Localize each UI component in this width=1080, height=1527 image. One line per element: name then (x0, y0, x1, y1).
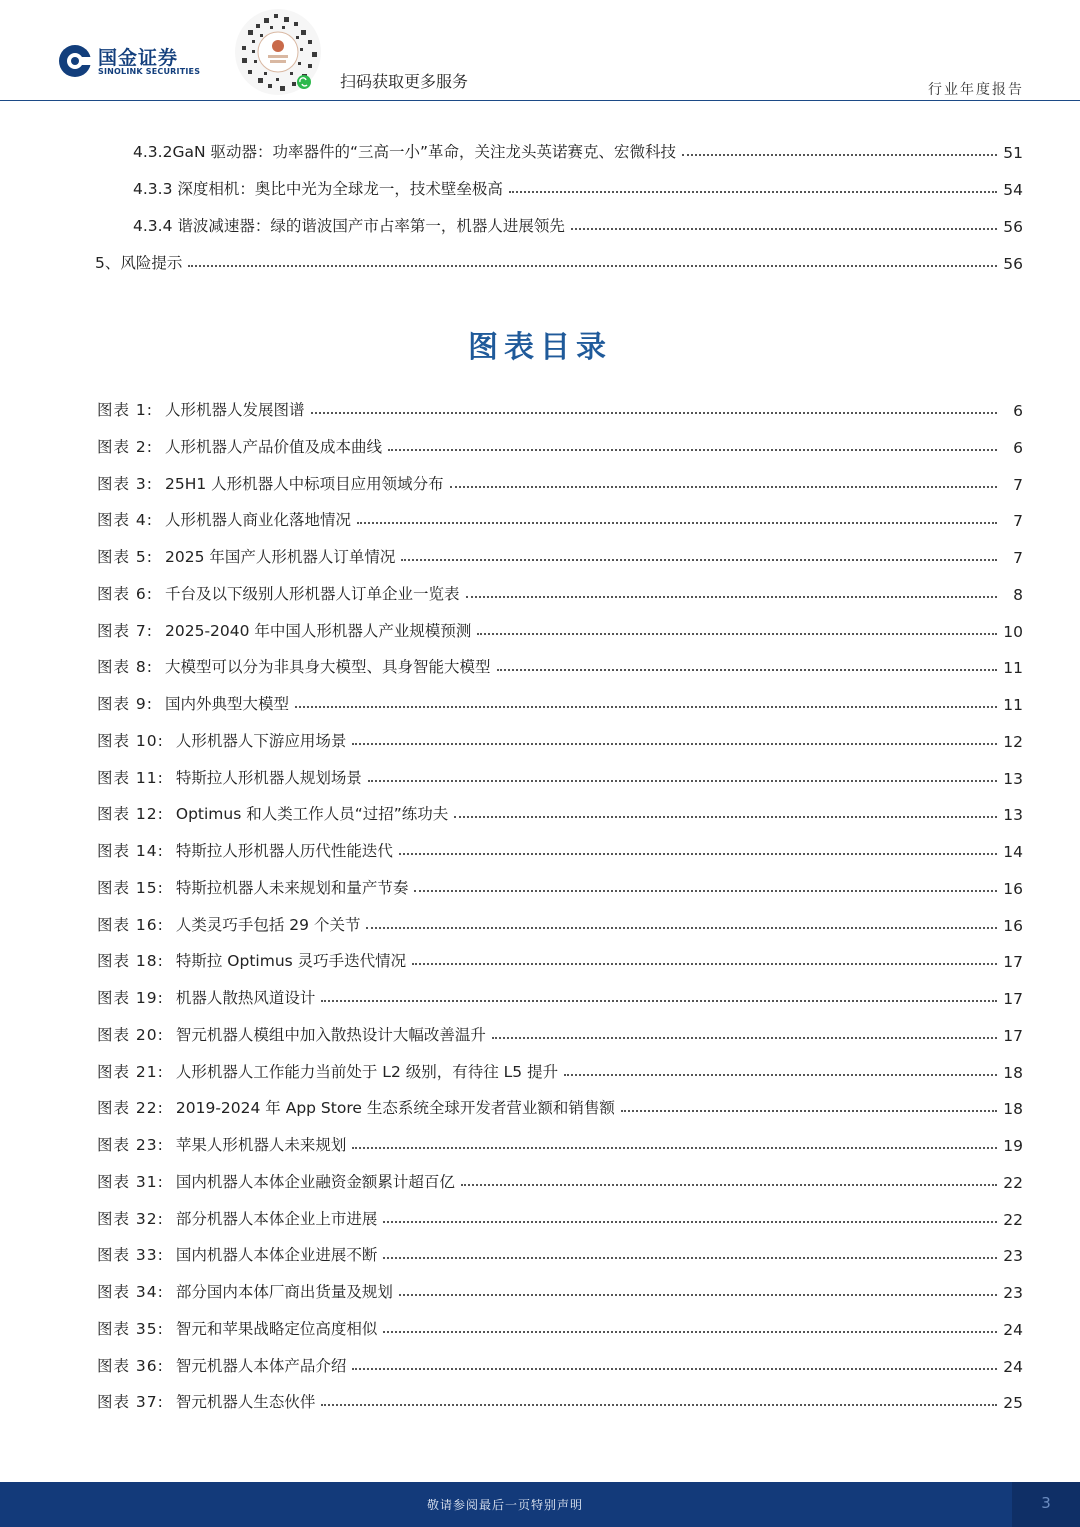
leader-dots (388, 448, 997, 451)
figure-page: 22 (1003, 1211, 1023, 1229)
figure-index-entry[interactable] (97, 1315, 1023, 1339)
figure-page: 17 (1003, 1027, 1023, 1045)
figure-page: 24 (1003, 1358, 1023, 1376)
figure-index-entry[interactable] (97, 470, 1023, 494)
figure-title: 国内机器人本体企业融资金额累计超百亿 (175, 1173, 455, 1191)
figure-index-entry[interactable] (97, 396, 1023, 420)
leader-dots (321, 1403, 997, 1406)
figure-index-entry[interactable] (97, 1058, 1023, 1082)
figure-index-entry[interactable] (97, 911, 1023, 935)
figure-number: 图表 11: (97, 769, 164, 787)
figure-number: 图表 9: (97, 695, 154, 713)
leader-dots (682, 153, 997, 156)
disclaimer-note: 敬请参阅最后一页特别声明 (426, 1498, 583, 1512)
figure-page: 6 (1013, 402, 1023, 420)
page-footer (0, 1482, 1080, 1527)
page-number: 3 (1041, 1494, 1051, 1512)
figure-number: 图表 8: (97, 658, 154, 676)
leader-dots (492, 1036, 997, 1039)
figure-title: 人形机器人下游应用场景 (175, 732, 347, 750)
figure-page: 7 (1013, 476, 1023, 494)
leader-dots (357, 521, 997, 524)
figure-title: 部分机器人本体企业上市进展 (175, 1210, 378, 1228)
figure-index-entry[interactable] (97, 764, 1023, 788)
leader-dots (414, 889, 997, 892)
figure-index-title: 图表目录 (468, 330, 612, 365)
figure-index-entry[interactable] (97, 1241, 1023, 1265)
figure-index-entry[interactable] (97, 1278, 1023, 1302)
figure-title: 智元机器人本体产品介绍 (175, 1357, 347, 1375)
figure-page: 13 (1003, 770, 1023, 788)
figure-page: 6 (1013, 439, 1023, 457)
leader-dots (368, 779, 997, 782)
figure-title: 人类灵巧手包括 29 个关节 (175, 916, 361, 934)
page-header (0, 0, 1080, 102)
leader-dots (477, 632, 997, 635)
toc-entry[interactable] (133, 212, 1023, 236)
figure-number: 图表 16: (97, 916, 164, 934)
figure-page: 18 (1003, 1100, 1023, 1118)
figure-number: 图表 31: (97, 1173, 164, 1191)
figure-page: 23 (1003, 1247, 1023, 1265)
company-logo (58, 42, 228, 82)
figure-index-entry[interactable] (97, 617, 1023, 641)
figure-index-entry[interactable] (97, 543, 1023, 567)
figure-title: 2025 年国产人形机器人订单情况 (165, 548, 396, 566)
figure-number: 图表 23: (97, 1136, 164, 1154)
leader-dots (461, 1183, 997, 1186)
figure-title: 大模型可以分为非具身大模型、具身智能大模型 (165, 658, 491, 676)
leader-dots (401, 558, 997, 561)
figure-index-entry[interactable] (97, 1352, 1023, 1376)
leader-dots (352, 1367, 997, 1370)
leader-dots (564, 1073, 997, 1076)
figure-title: 2019-2024 年 App Store 生态系统全球开发者营业额和销售额 (175, 1099, 615, 1117)
figure-index-entry[interactable] (97, 1168, 1023, 1192)
leader-dots (188, 264, 997, 267)
toc-entry-label: 5、风险提示 (95, 254, 183, 272)
leader-dots (295, 705, 997, 708)
figure-index-entry[interactable] (97, 580, 1023, 604)
toc-entry[interactable] (133, 138, 1023, 162)
figure-page: 7 (1013, 549, 1023, 567)
figure-page: 19 (1003, 1137, 1023, 1155)
figure-title: 特斯拉 Optimus 灵巧手迭代情况 (175, 952, 407, 970)
figure-index-entry[interactable] (97, 947, 1023, 971)
figure-page: 17 (1003, 953, 1023, 971)
figure-index-entry[interactable] (97, 433, 1023, 457)
figure-title: 智元机器人模组中加入散热设计大幅改善温升 (175, 1026, 486, 1044)
figure-index-entry[interactable] (97, 837, 1023, 861)
toc-entry-page: 56 (1003, 255, 1023, 273)
figure-page: 7 (1013, 512, 1023, 530)
figure-page: 14 (1003, 843, 1023, 861)
figure-page: 13 (1003, 806, 1023, 824)
figure-title: 人形机器人工作能力当前处于 L2 级别，有待往 L5 提升 (175, 1063, 559, 1081)
figure-title: 人形机器人发展图谱 (165, 401, 305, 419)
figure-number: 图表 32: (97, 1210, 164, 1228)
leader-dots (311, 411, 997, 414)
figure-number: 图表 34: (97, 1283, 164, 1301)
figure-number: 图表 22: (97, 1099, 164, 1117)
figure-index-entry[interactable] (97, 800, 1023, 824)
leader-dots (454, 815, 997, 818)
figure-number: 图表 21: (97, 1063, 164, 1081)
figure-number: 图表 5: (97, 548, 154, 566)
figure-page: 11 (1003, 659, 1023, 677)
leader-dots (466, 595, 997, 598)
figure-page: 25 (1003, 1394, 1023, 1412)
figure-title: 人形机器人产品价值及成本曲线 (165, 438, 383, 456)
figure-page: 11 (1003, 696, 1023, 714)
figure-number: 图表 37: (97, 1393, 164, 1411)
leader-dots (366, 926, 997, 929)
figure-index-entry[interactable] (97, 1094, 1023, 1118)
leader-dots (450, 485, 997, 488)
figure-title: 人形机器人商业化落地情况 (165, 511, 352, 529)
figure-index-entry[interactable] (97, 1205, 1023, 1229)
leader-dots (352, 1146, 997, 1149)
leader-dots (509, 190, 997, 193)
figure-page: 24 (1003, 1321, 1023, 1339)
leader-dots (412, 962, 997, 965)
figure-number: 图表 7: (97, 622, 154, 640)
header-divider (0, 100, 1080, 101)
figure-title: 特斯拉人形机器人历代性能迭代 (175, 842, 393, 860)
figure-title: 特斯拉人形机器人规划场景 (175, 769, 362, 787)
toc-entry-label: 4.3.4 谐波减速器：绿的谐波国产市占率第一，机器人进展领先 (133, 217, 565, 235)
figure-number: 图表 33: (97, 1246, 164, 1264)
figure-number: 图表 19: (97, 989, 164, 1007)
figure-page: 16 (1003, 917, 1023, 935)
figure-title: 苹果人形机器人未来规划 (175, 1136, 347, 1154)
figure-index-entry[interactable] (97, 874, 1023, 898)
logo-text-cn: 国金证券 (98, 47, 179, 69)
figure-page: 16 (1003, 880, 1023, 898)
figure-number: 图表 6: (97, 585, 154, 603)
figure-page: 8 (1013, 586, 1023, 604)
figure-number: 图表 36: (97, 1357, 164, 1375)
leader-dots (497, 668, 997, 671)
figure-number: 图表 18: (97, 952, 164, 970)
figure-page: 18 (1003, 1064, 1023, 1082)
figure-number: 图表 35: (97, 1320, 164, 1338)
logo-mark-icon (58, 44, 92, 78)
figure-title: 25H1 人形机器人中标项目应用领域分布 (165, 475, 444, 493)
leader-dots (321, 999, 997, 1002)
figure-page: 10 (1003, 623, 1023, 641)
figure-page: 23 (1003, 1284, 1023, 1302)
toc-entry-page: 54 (1003, 181, 1023, 199)
figure-title: 特斯拉机器人未来规划和量产节奏 (175, 879, 409, 897)
figure-number: 图表 12: (97, 805, 164, 823)
toc-entry-page: 51 (1003, 144, 1023, 162)
figure-title: Optimus 和人类工作人员“过招”练功夫 (175, 805, 449, 823)
figure-page: 12 (1003, 733, 1023, 751)
figure-title: 国内机器人本体企业进展不断 (175, 1246, 378, 1264)
figure-number: 图表 14: (97, 842, 164, 860)
leader-dots (383, 1220, 997, 1223)
leader-dots (352, 742, 997, 745)
leader-dots (571, 227, 997, 230)
figure-index-entry[interactable] (97, 1021, 1023, 1045)
figure-number: 图表 2: (97, 438, 154, 456)
figure-title: 智元和苹果战略定位高度相似 (175, 1320, 378, 1338)
leader-dots (399, 1293, 997, 1296)
qr-code-icon[interactable] (234, 8, 322, 96)
toc-entry[interactable] (133, 175, 1023, 199)
figure-number: 图表 3: (97, 475, 154, 493)
toc-entry[interactable] (95, 249, 1023, 273)
page-number-box (1012, 1482, 1080, 1527)
leader-dots (399, 852, 997, 855)
report-type-label: 行业年度报告 (928, 82, 1024, 98)
figure-title: 千台及以下级别人形机器人订单企业一览表 (165, 585, 460, 603)
toc-entry-label: 4.3.2GaN 驱动器：功率器件的“三高一小”革命，关注龙头英诺赛克、宏微科技 (133, 143, 677, 161)
figure-number: 图表 1: (97, 401, 154, 419)
leader-dots (383, 1256, 997, 1259)
figure-number: 图表 4: (97, 511, 154, 529)
figure-page: 22 (1003, 1174, 1023, 1192)
figure-number: 图表 15: (97, 879, 164, 897)
figure-number: 图表 20: (97, 1026, 164, 1044)
figure-number: 图表 10: (97, 732, 164, 750)
toc-entry-label: 4.3.3 深度相机：奥比中光为全球龙一，技术壁垒极高 (133, 180, 503, 198)
figure-page: 17 (1003, 990, 1023, 1008)
figure-index-entry[interactable] (97, 653, 1023, 677)
qr-caption: 扫码获取更多服务 (340, 72, 469, 91)
figure-title: 部分国内本体厂商出货量及规划 (175, 1283, 393, 1301)
logo-text-en: SINOLINK SECURITIES (98, 67, 201, 76)
figure-title: 国内外典型大模型 (165, 695, 290, 713)
figure-index-entry[interactable] (97, 506, 1023, 530)
figure-title: 2025-2040 年中国人形机器人产业规模预测 (165, 622, 472, 640)
figure-title: 智元机器人生态伙伴 (175, 1393, 316, 1411)
figure-index-entry[interactable] (97, 1131, 1023, 1155)
figure-index-entry[interactable] (97, 690, 1023, 714)
leader-dots (621, 1109, 997, 1112)
figure-title: 机器人散热风道设计 (175, 989, 316, 1007)
leader-dots (383, 1330, 997, 1333)
figure-index-entry[interactable] (97, 984, 1023, 1008)
toc-entry-page: 56 (1003, 218, 1023, 236)
figure-index-entry[interactable] (97, 727, 1023, 751)
figure-index-entry[interactable] (97, 1388, 1023, 1412)
